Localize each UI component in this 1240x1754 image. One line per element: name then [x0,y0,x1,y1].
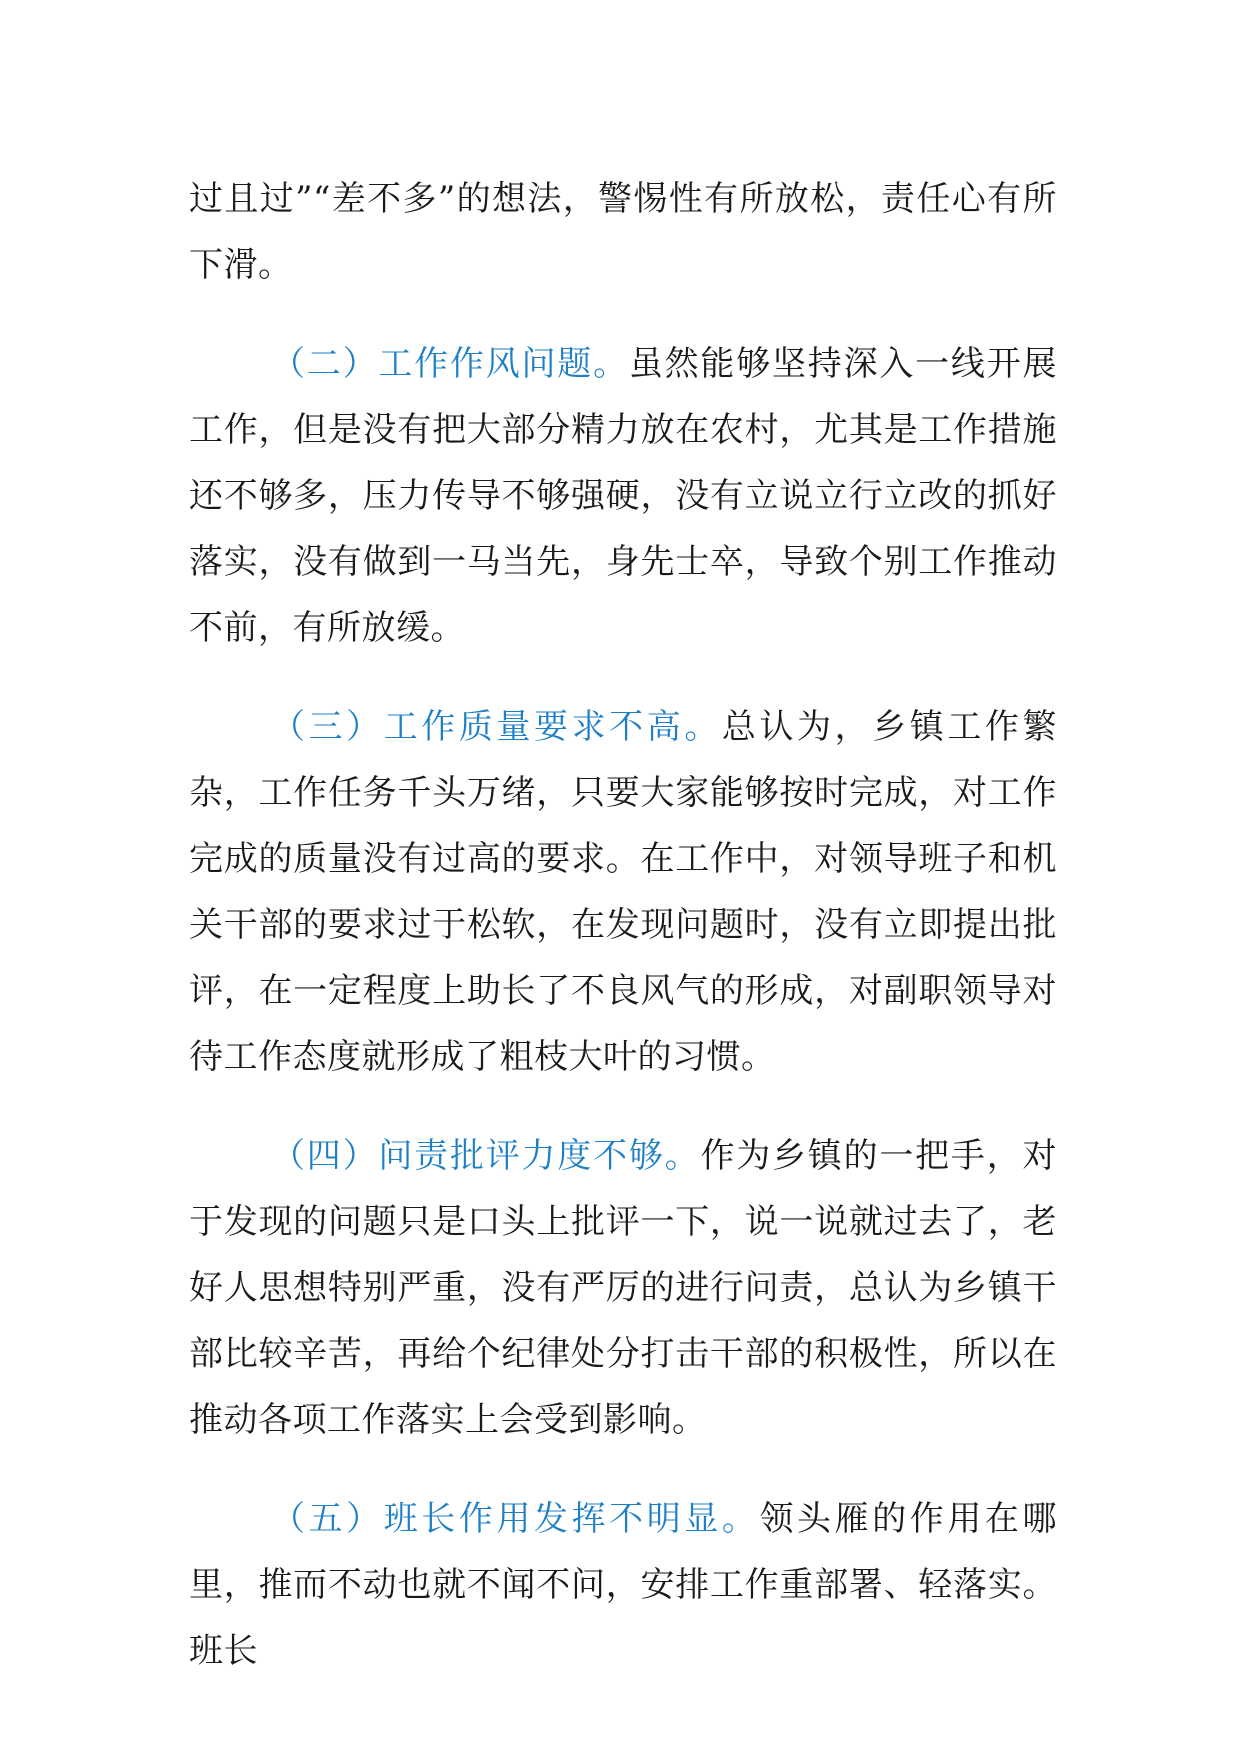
paragraph-section-2 [189,331,1057,661]
section-heading: （二）工作作风问题。 [271,344,629,384]
paragraph-continuation [189,166,1057,298]
paragraph-text: 总认为，乡镇工作繁杂，工作任务千头万绪，只要大家能够按时完成，对工作完成的质量没有过高的要求。在工作中，对领导班子和机关干部的要求过于松软，在发现问题时，没有立即提出批评，在一定程度上助长了不良风气的形成，对副职领导对待工作态度就形成了粗枝大叶的习惯。 [189,707,1058,1077]
paragraph-section-4 [189,1123,1057,1453]
paragraph-section-3 [189,694,1057,1090]
paragraph-text: 过且过”“差不多”的想法，警惕性有所放松，责任心有所下滑。 [189,179,1057,285]
section-heading: （五）班长作用发挥不明显。 [271,1499,760,1539]
section-heading: （三）工作质量要求不高。 [271,707,722,747]
section-heading: （四）问责批评力度不够。 [271,1136,701,1176]
paragraph-text: 作为乡镇的一把手，对于发现的问题只是口头上批评一下，说一说就过去了，老好人思想特别严重，没有严厉的进行问责，总认为乡镇干部比较辛苦，再给个纪律处分打击干部的积极性，所以在推动各项工作落实上会受到影响。 [189,1136,1058,1440]
document-body [189,166,1057,1684]
paragraph-section-5 [189,1486,1057,1684]
paragraph-text: 领头雁的作用在哪里，推而不动也就不闻不问，安排工作重部署、轻落实。班长 [189,1499,1058,1671]
paragraph-text: 虽然能够坚持深入一线开展工作，但是没有把大部分精力放在农村，尤其是工作措施还不够多，压力传导不够强硬，没有立说立行立改的抓好落实，没有做到一马当先，身先士卒，导致个别工作推动不前，有所放缓。 [189,344,1058,648]
